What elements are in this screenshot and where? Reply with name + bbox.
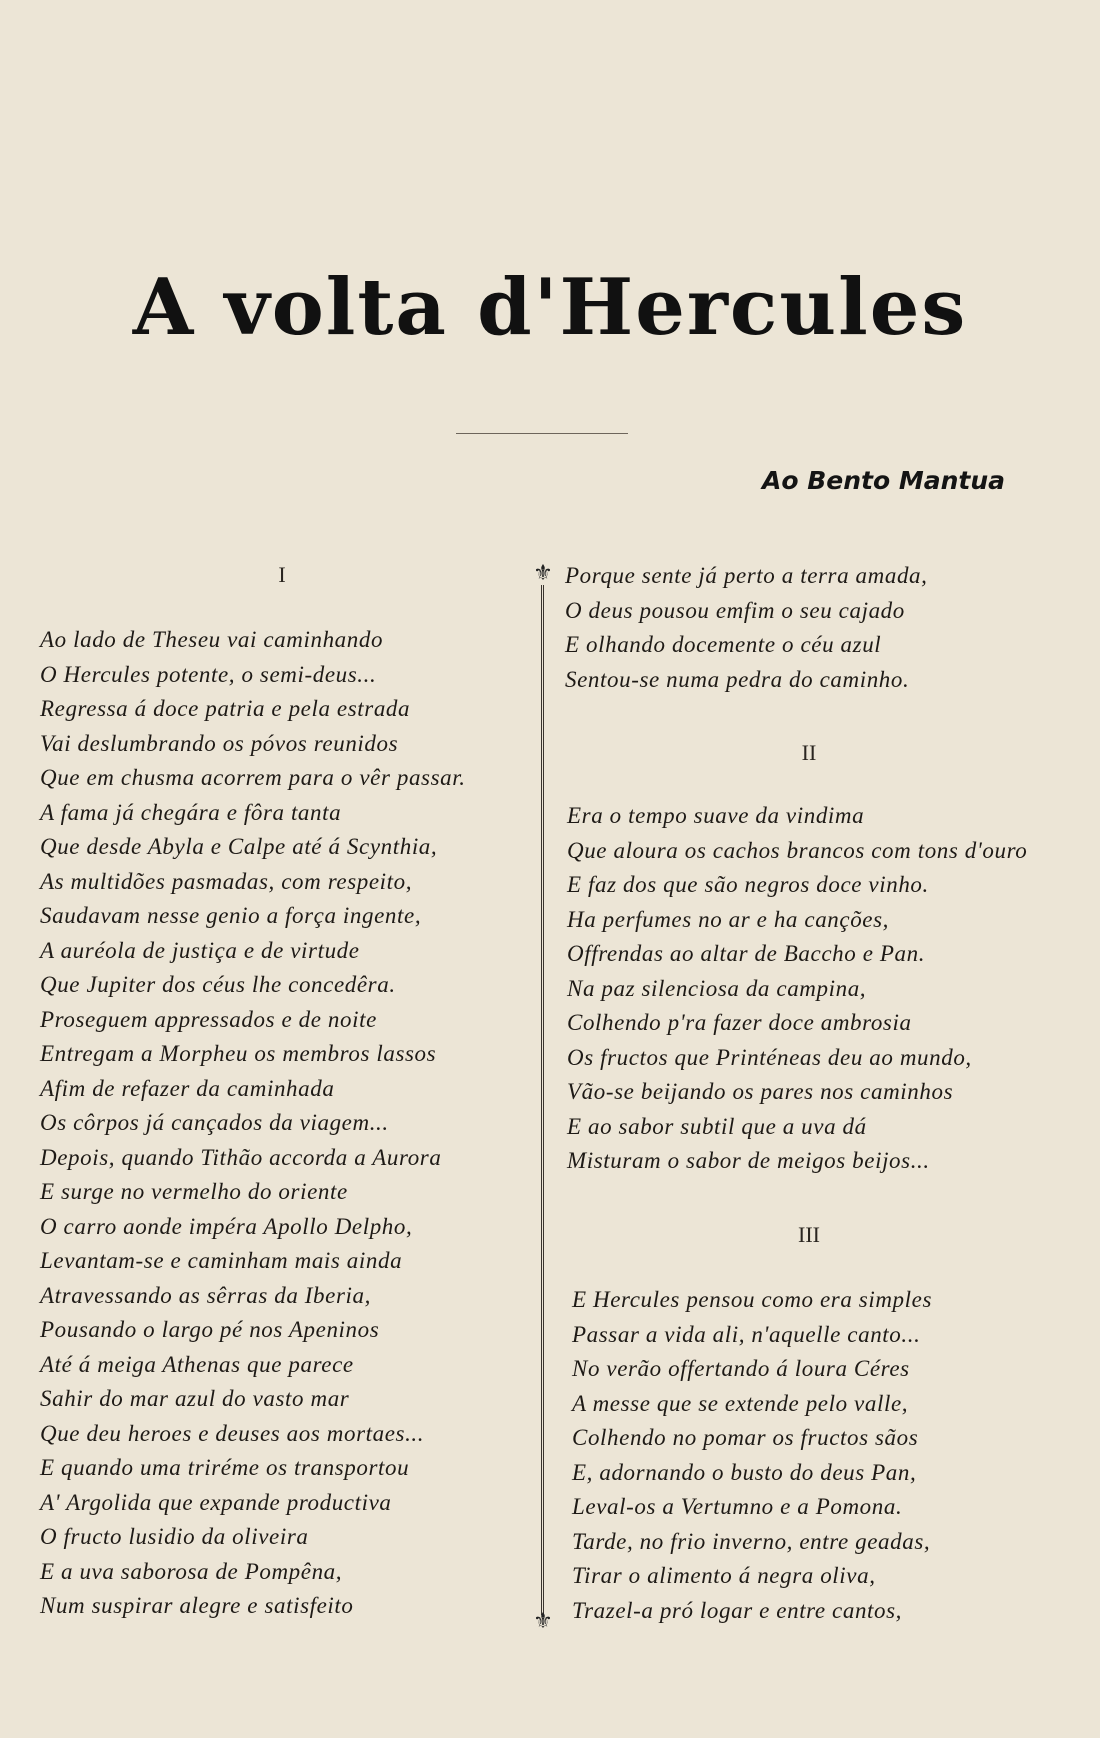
section-numeral-iii: III — [798, 1222, 820, 1247]
verse-line: Misturam o sabor de meigos beijos... — [567, 1148, 930, 1173]
verse-line: Os fructos que Printéneas deu ao mundo, — [567, 1044, 972, 1070]
verse-line: Levantam-se e caminham mais ainda — [40, 1248, 403, 1273]
section-numeral-i: I — [278, 562, 286, 587]
verse-line: Saudavam nesse genio a força ingente, — [40, 903, 422, 928]
verse-line: Proseguem appressados e de noite — [40, 1006, 377, 1032]
verse-line: Na paz silenciosa da campina, — [567, 975, 867, 1001]
fleuron-top-icon: ⚜ — [533, 560, 553, 585]
verse-line: As multidões pasmadas, com respeito, — [40, 868, 413, 894]
section-numeral-ii: II — [801, 740, 817, 765]
verse-line: E a uva saborosa de Pompêna, — [40, 1558, 343, 1584]
verse-line: Ao lado de Theseu vai caminhando — [40, 627, 384, 652]
verse-line: Leval-os a Vertumno e a Pomona. — [572, 1494, 903, 1519]
verse-line: E, adornando o busto do deus Pan, — [572, 1459, 917, 1485]
verse-line: Regressa á doce patria e pela estrada — [40, 696, 411, 721]
verse-line: O fructo lusidio da oliveira — [40, 1524, 309, 1549]
verse-line: Ha perfumes no ar e ha canções, — [567, 906, 890, 932]
column-divider — [541, 585, 544, 1615]
verse-line: Que deu heroes e deuses aos mortaes... — [40, 1420, 425, 1446]
verse-line: O carro aonde impéra Apollo Delpho, — [40, 1213, 413, 1239]
verse-line: A' Argolida que expande productiva — [40, 1489, 392, 1515]
right-column-stanza-iii — [572, 1283, 932, 1628]
verse-line: E faz dos que são negros doce vinho. — [567, 872, 929, 897]
verse-line: Passar a vida ali, n'aquelle canto... — [572, 1321, 921, 1347]
verse-line: Porque sente já perto a terra amada, — [565, 563, 928, 588]
verse-line: E quando uma triréme os transportou — [40, 1455, 410, 1480]
verse-line: E Hercules pensou como era simples — [572, 1287, 933, 1312]
title-rule — [456, 433, 628, 434]
verse-line: Tarde, no frio inverno, entre geadas, — [572, 1528, 931, 1554]
verse-line: Afim de refazer da caminhada — [40, 1075, 335, 1101]
verse-line: Que em chusma acorrem para o vêr passar. — [40, 765, 466, 790]
right-column-stanza-continuation — [565, 559, 928, 697]
verse-line: Tirar o alimento á negra oliva, — [572, 1563, 876, 1588]
poem-title: A volta d'Hercules — [132, 262, 968, 353]
verse-line: Que desde Abyla e Calpe até á Scynthia, — [40, 834, 438, 859]
verse-line: Offrendas ao altar de Baccho e Pan. — [567, 941, 926, 966]
verse-line: A fama já chegára e fôra tanta — [40, 799, 342, 825]
verse-line: E ao sabor subtil que a uva dá — [567, 1113, 867, 1139]
verse-line: Colhendo no pomar os fructos sãos — [572, 1425, 919, 1450]
verse-line: Colhendo p'ra fazer doce ambrosia — [567, 1010, 912, 1035]
dedication: Ao Bento Mantua — [761, 466, 1005, 495]
verse-line: Sahir do mar azul do vasto mar — [40, 1386, 350, 1411]
verse-line: A messe que se extende pelo valle, — [572, 1390, 909, 1416]
verse-line: Trazel-a pró logar e entre cantos, — [572, 1597, 903, 1623]
verse-line: No verão offertando á loura Céres — [572, 1356, 910, 1381]
verse-line: E olhando docemente o céu azul — [565, 632, 882, 657]
verse-line: Atravessando as sêrras da Iberia, — [40, 1282, 371, 1308]
left-column-verse — [40, 623, 466, 1624]
verse-line: Vai deslumbrando os póvos reunidos — [40, 730, 399, 756]
right-column-stanza-ii — [567, 799, 1027, 1179]
verse-line: Vão-se beijando os pares nos caminhos — [567, 1079, 954, 1104]
verse-line: Que Jupiter dos céus lhe concedêra. — [40, 972, 396, 997]
verse-line: O deus pousou emfim o seu cajado — [565, 597, 905, 623]
verse-line: Num suspirar alegre e satisfeito — [40, 1593, 354, 1618]
verse-line: Que aloura os cachos brancos com tons d'ouro — [567, 837, 1028, 863]
verse-line: Até á meiga Athenas que parece — [40, 1351, 354, 1377]
verse-line: Os côrpos já cançados da viagem... — [40, 1110, 389, 1135]
verse-line: Pousando o largo pé nos Apeninos — [40, 1317, 380, 1342]
fleuron-bottom-icon: ⚜ — [533, 1608, 553, 1633]
verse-line: Era o tempo suave da vindima — [567, 803, 865, 828]
verse-line: O Hercules potente, o semi-deus... — [40, 661, 377, 687]
verse-line: A auréola de justiça e de virtude — [40, 937, 360, 963]
verse-line: Sentou-se numa pedra do caminho. — [565, 666, 910, 692]
verse-line: E surge no vermelho do oriente — [40, 1179, 348, 1204]
verse-line: Depois, quando Tithão accorda a Aurora — [40, 1144, 442, 1170]
verse-line: Entregam a Morpheu os membros lassos — [40, 1041, 437, 1066]
